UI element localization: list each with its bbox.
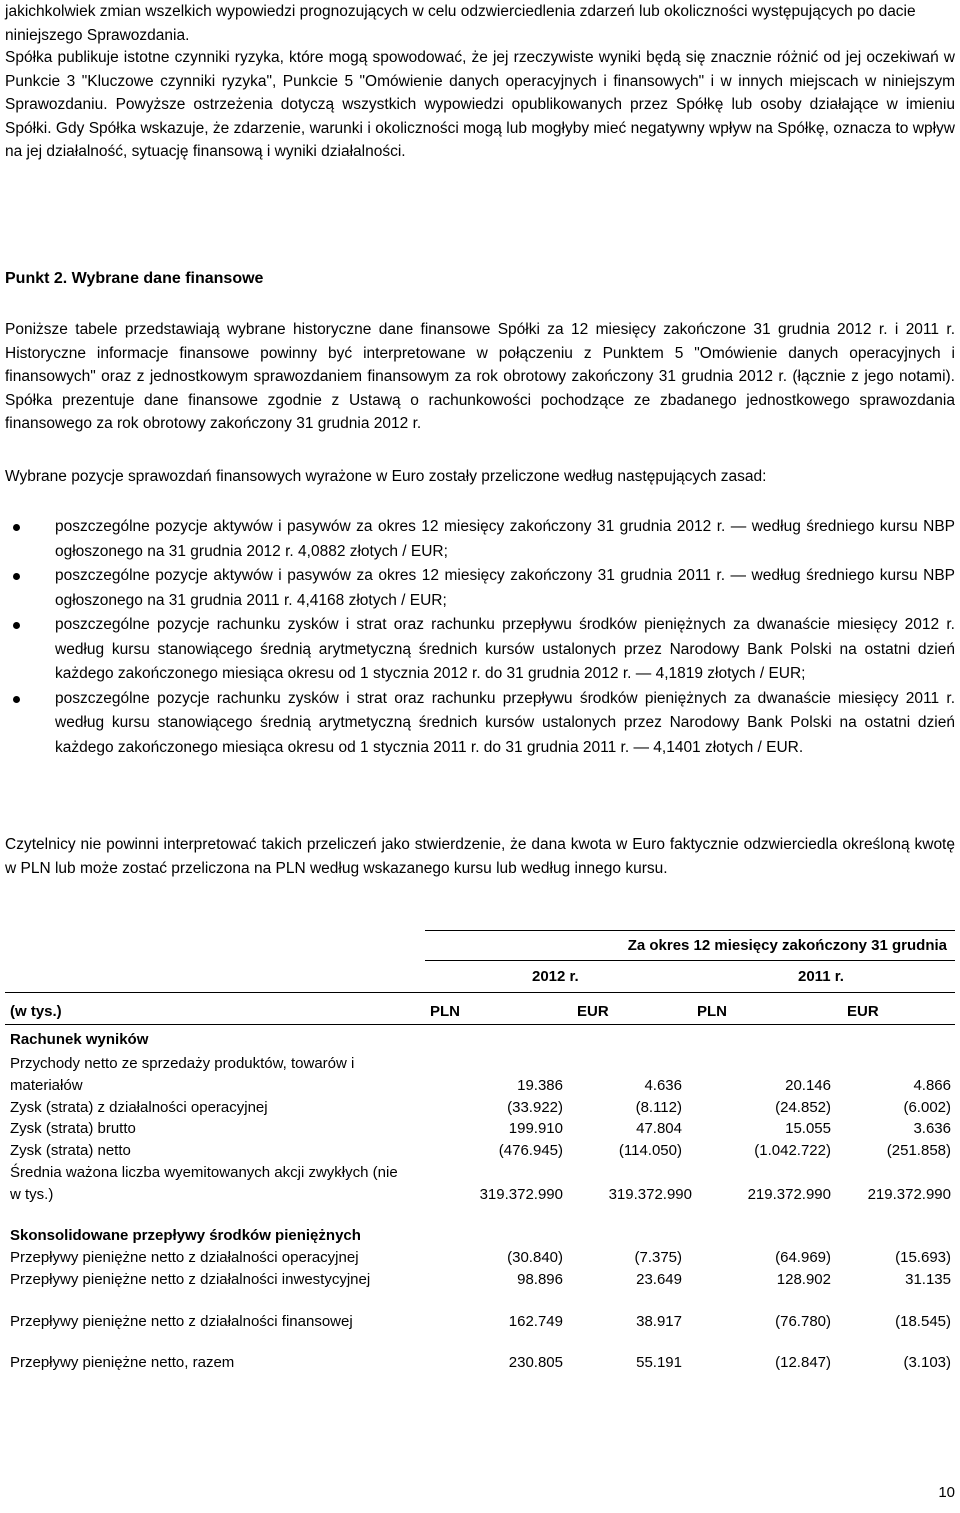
table-cell: (6.002) [903,1099,951,1116]
col-pln-2011: PLN [697,1003,727,1020]
bullet-icon [13,696,20,703]
paragraph-risk-factors: Spółka publikuje istotne czynniki ryzyka, które mogą spowodować, że jej rzeczywiste wyniki będą się znacznie różnić od jej oczekiwań w Punkcie 3 "Kluczowe czynniki ryzyka", Punkcie 5 "Omówienie danych operacyjnych i finansowych" i w innych miejscach w niniejszym Sprawozdaniu. Powyższe ostrzeżenia dotyczą wszystkich wypowiedzi opublikowanych przez Spółkę lub osoby działające w imieniu Spółki. Gdy Spółka wskazuje, że zdarzenie, warunki i okoliczności mogą lub mogłyby mieć negatywny wpływ na Spółkę, oznacza to wpływ na jej działalność, sytuację finansową i wyniki działalności. [5,49,955,160]
bullet-icon [13,573,20,580]
unit-label: (w tys.) [10,1003,62,1020]
table-cell: (64.969) [775,1249,831,1266]
bullet-icon [13,524,20,531]
table-cell: (12.847) [775,1354,831,1371]
table-cell: 162.749 [508,1313,563,1330]
list-item: poszczególne pozycje aktywów i pasywów za okres 12 miesięcy zakończony 31 grudnia 2012 r. — według średniego kursu NBP ogłoszonego na 31 grudnia 2012 r. 4,0882 złotych / EUR; [5,515,955,564]
conversion-rules-list [5,515,955,760]
paragraph-conversion-rules: Wybrane pozycje sprawozdań finansowych wyrażone w Euro zostały przeliczone według następujących zasad: [5,468,767,485]
table-cell: 47.804 [636,1120,682,1137]
paragraph-financial-data-intro: Poniższe tabele przedstawiają wybrane historyczne dane finansowe Spółki za 12 miesięcy zakończone 31 grudnia 2012 r. i 2011 r. Historyczne informacje finansowe powinny być interpretowane w połączeniu z Punktem 5 "Omówienie danych operacyjnych i finansowych" oraz z jednostkowym sprawozdaniem finansowym za rok obrotowy zakończony 31 grudnia 2012 r. (łącznie z jego notami). Spółka prezentuje dane finansowe zgodnie z Ustawą o rachunkowości pochodzące ze zbadanego jednostkowego sprawozdania finansowego za rok obrotowy zakończony 31 grudnia 2012 r. [5,321,955,432]
table-cell: 3.636 [913,1120,951,1137]
table-cell: 38.917 [636,1313,682,1330]
table-cell: 20.146 [785,1077,831,1094]
table-top-rule [425,930,955,931]
table-cell: 19.386 [517,1077,563,1094]
col-eur-2011: EUR [847,1003,879,1020]
table-cell: 4.636 [644,1077,682,1094]
bullet-icon [13,622,20,629]
year-2011-header: 2011 r. [798,968,844,985]
table-cell: 98.896 [517,1271,563,1288]
table-cell: 219.372.990 [747,1186,831,1203]
paragraph-disclaimer: Czytelnicy nie powinni interpretować takich przeliczeń jako stwierdzenie, że dana kwota w Euro faktycznie odzwierciedla określoną kwotę w PLN lub może zostać przeliczona na PLN według wskazanego kursu lub według innego kursu. [5,836,955,877]
table-cell: (251.858) [886,1142,951,1159]
table-cell: 230.805 [508,1354,563,1371]
list-item: poszczególne pozycje rachunku zysków i strat oraz rachunku przepływu środków pieniężnych za dwanaście miesięcy 2012 r. według kursu stanowiącego średnią arytmetyczną średnich kursów ustalonych przez Narodowy Bank Polski na ostatni dzień każdego zakończonego miesiąca okresu od 1 stycznia 2012 r. do 31 grudnia 2012 r. — 4,1819 złotych / EUR; [5,613,955,687]
table-cell: (1.042.722) [754,1142,831,1159]
table-cell: 4.866 [913,1077,951,1094]
table-cell: (24.852) [775,1099,831,1116]
table-cell: 55.191 [636,1354,682,1371]
row-label: Zysk (strata) brutto [10,1120,136,1137]
table-cell: (30.840) [507,1249,563,1266]
table-cell: 219.372.990 [867,1186,951,1203]
row-label: Zysk (strata) netto [10,1142,131,1159]
table-cell: (476.945) [498,1142,563,1159]
col-pln-2012: PLN [430,1003,460,1020]
table-cell: 319.372.990 [479,1186,563,1203]
table-cell: (76.780) [775,1313,831,1330]
table-cell: (15.693) [895,1249,951,1266]
table-cell: 199.910 [508,1120,563,1137]
row-label: Przepływy pieniężne netto, razem [10,1354,235,1371]
table-cell: (8.112) [635,1099,682,1116]
table-cell: (33.922) [507,1099,563,1116]
row-label: Zysk (strata) z działalności operacyjnej [10,1099,268,1116]
table-cell: 15.055 [785,1120,831,1137]
row-label: Przepływy pieniężne netto z działalności finansowej [10,1313,353,1330]
table-cell: (3.103) [903,1354,951,1371]
table-cell: 319.372.990 [608,1186,692,1203]
row-label: Przepływy pieniężne netto z działalności inwestycyjnej [10,1271,371,1288]
columns-rule [5,1024,955,1025]
period-rule [425,960,955,961]
year-2012-header: 2012 r. [532,968,579,985]
row-label: Przychody netto ze sprzedaży produktów, towarów i [10,1055,355,1072]
table-cell: (7.375) [634,1249,682,1266]
row-label: w tys.) [10,1186,54,1203]
list-item: poszczególne pozycje rachunku zysków i strat oraz rachunku przepływu środków pieniężnych za dwanaście miesięcy 2011 r. według kursu stanowiącego średnią arytmetyczną średnich kursów ustalonych przez Narodowy Bank Polski na ostatni dzień każdego zakończonego miesiąca okresu od 1 stycznia 2011 r. do 31 grudnia 2011 r. — 4,1401 złotych / EUR. [5,687,955,761]
table-cell: (114.050) [618,1142,682,1159]
section-heading: Punkt 2. Wybrane dane finansowe [5,270,264,287]
page-number: 10 [938,1484,955,1501]
list-item: poszczególne pozycje aktywów i pasywów za okres 12 miesięcy zakończony 31 grudnia 2011 r. — według średniego kursu NBP ogłoszonego na 31 grudnia 2011 r. 4,4168 złotych / EUR; [5,564,955,613]
col-eur-2012: EUR [577,1003,609,1020]
years-rule [5,992,955,993]
table-cell: 23.649 [636,1271,682,1288]
paragraph-continuation: jakichkolwiek zmian wszelkich wypowiedzi prognozujących w celu odzwierciedlenia zdarzeń lub okoliczności występujących po dacie niniejszego Sprawozdania. [5,3,916,44]
table-cell: 31.135 [905,1271,951,1288]
period-header: Za okres 12 miesięcy zakończony 31 grudnia [627,937,947,954]
row-label: Przepływy pieniężne netto z działalności operacyjnej [10,1249,359,1266]
table-cell: 128.902 [776,1271,831,1288]
row-label: materiałów [10,1077,83,1094]
section-cash-flows: Skonsolidowane przepływy środków pieniężnych [10,1227,361,1244]
section-income-statement: Rachunek wyników [10,1031,149,1048]
row-label: Średnia ważona liczba wyemitowanych akcji zwykłych (nie [10,1164,398,1181]
table-cell: (18.545) [895,1313,951,1330]
